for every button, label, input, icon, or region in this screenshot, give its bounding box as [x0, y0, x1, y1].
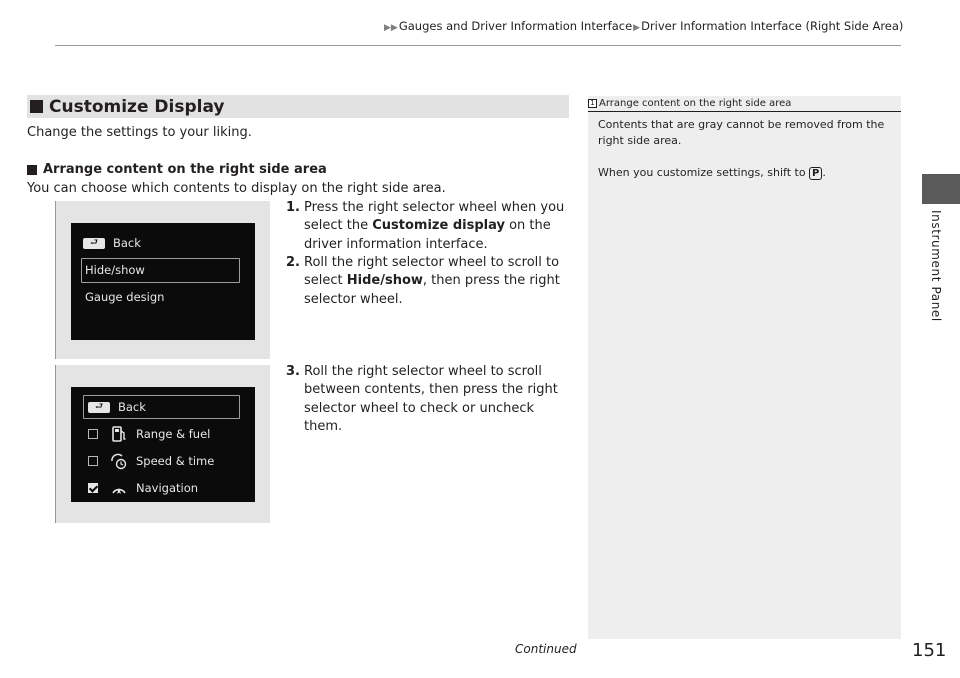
step-number: 1.	[286, 200, 300, 215]
breadcrumb	[383, 19, 903, 33]
checkbox-unchecked	[88, 429, 98, 439]
menu-item-label: Hide/show	[85, 263, 145, 277]
breadcrumb-level-1: Gauges and Driver Information Interface	[398, 19, 633, 33]
step-text-part: Press the right selector wheel when you select the	[304, 200, 565, 234]
breadcrumb-level-2: Driver Information Interface (Right Side Area)	[641, 19, 904, 33]
display-screen-1	[71, 223, 255, 340]
display-image-2	[55, 365, 270, 523]
step-text	[286, 363, 576, 437]
sidebar-note-part: .	[822, 166, 826, 179]
page-number: 151	[912, 640, 947, 661]
navigation-icon	[110, 479, 128, 497]
speed-clock-icon	[110, 452, 128, 470]
step-1	[286, 199, 576, 254]
subsection-intro: You can choose which contents to display on the right side area.	[27, 181, 446, 196]
menu-item-gauge-design	[85, 290, 164, 304]
step-emphasis: Customize display	[372, 218, 505, 234]
step-number: 3.	[286, 364, 300, 379]
menu-item-label: Gauge design	[85, 290, 165, 304]
step-text-part: Roll the right selector wheel to scroll to select	[304, 255, 560, 289]
step-text	[286, 254, 576, 309]
sidebar-note-panel	[588, 96, 901, 639]
sidebar-note-heading	[588, 96, 901, 112]
continued-label: Continued	[515, 642, 577, 656]
sidebar-note-part: When you customize settings, shift to	[598, 166, 810, 179]
chapter-tab	[922, 174, 960, 204]
menu-item-back	[88, 400, 146, 414]
breadcrumb-separator-icon: ▶	[633, 23, 641, 33]
subsection-square-icon	[27, 165, 37, 175]
breadcrumb-arrow-icon: ▶▶	[384, 23, 398, 33]
reference-mark-icon: 1	[588, 99, 597, 108]
step-text-part: , then press the right selector wheel.	[304, 273, 560, 307]
section-title: Customize Display	[49, 96, 225, 117]
section-intro: Change the settings to your liking.	[27, 125, 252, 140]
menu-item-range-fuel	[88, 425, 210, 443]
step-3	[286, 363, 576, 437]
section-heading-bar	[27, 95, 569, 118]
menu-item-hide-show	[85, 263, 145, 277]
step-text	[286, 199, 576, 254]
chapter-label: Instrument Panel	[929, 210, 943, 322]
checkbox-unchecked	[88, 456, 98, 466]
menu-item-label: Navigation	[136, 481, 199, 495]
menu-item-back	[83, 236, 141, 250]
menu-item-label: Back	[113, 236, 141, 250]
display-screen-2	[71, 387, 255, 502]
step-text-part: Roll the right selector wheel to scroll between contents, then press the right selector wheel to check or uncheck them.	[304, 364, 558, 435]
checkbox-checked	[88, 483, 98, 493]
section-square-icon	[30, 100, 43, 113]
menu-item-label: Range & fuel	[136, 427, 211, 441]
shift-position-key: P	[809, 167, 822, 180]
step-emphasis: Hide/show	[346, 273, 423, 289]
subsection-heading	[27, 162, 327, 177]
sidebar-note-title: Arrange content on the right side area	[599, 98, 792, 109]
step-number: 2.	[286, 255, 300, 270]
menu-item-label: Back	[118, 400, 146, 414]
header-rule	[55, 45, 901, 46]
back-arrow-icon: ⮐	[83, 238, 105, 249]
menu-item-speed-time	[88, 452, 214, 470]
menu-item-label: Speed & time	[136, 454, 215, 468]
back-arrow-icon: ⮐	[88, 402, 110, 413]
step-text-part: on the driver information interface.	[304, 218, 551, 252]
display-image-1	[55, 201, 270, 359]
subsection-title: Arrange content on the right side area	[43, 162, 327, 177]
sidebar-note-text-2	[598, 165, 894, 181]
step-2	[286, 254, 576, 309]
sidebar-note-text-1: Contents that are gray cannot be removed from the right side area.	[598, 118, 885, 147]
fuel-pump-icon	[110, 425, 128, 443]
menu-item-navigation	[88, 479, 198, 497]
